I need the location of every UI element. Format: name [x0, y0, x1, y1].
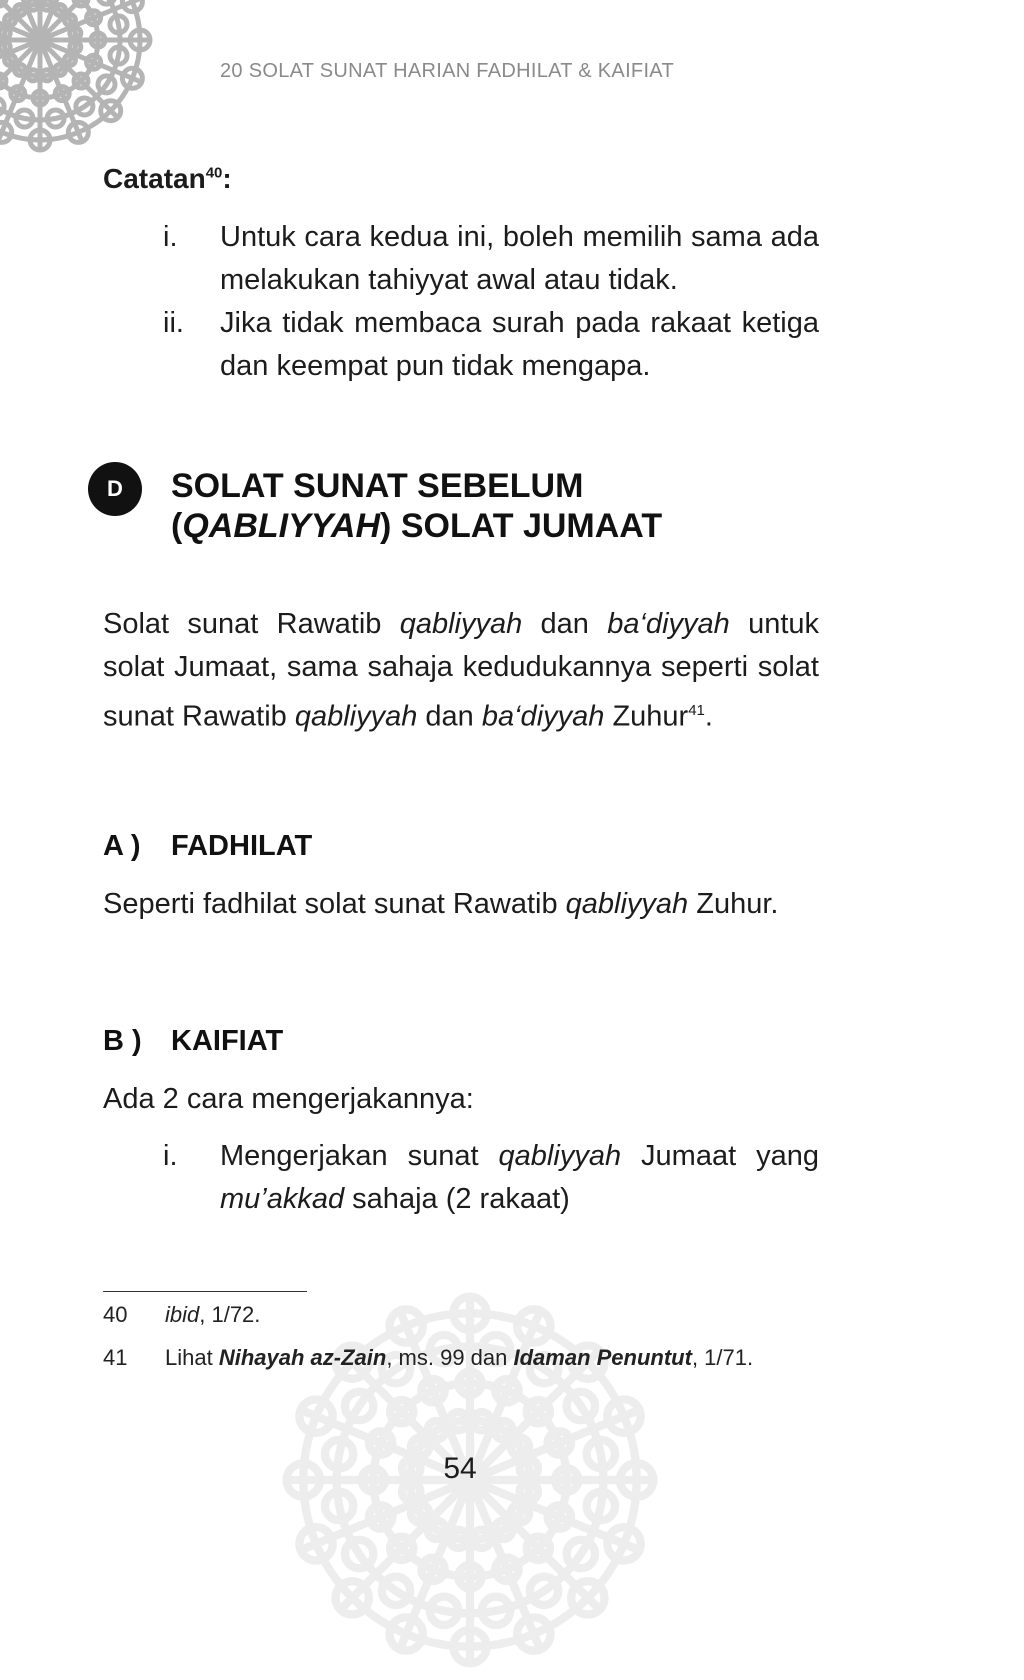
- intro-paragraph: Solat sunat Rawatib qabliyyah dan ba‘diyyah untuk solat Jumaat, sama sahaja kedudukannya seperti solat sunat Rawatib qabliyyah dan ba‘diyyah Zuhur$^{41}$.: [103, 608, 820, 733]
- running-header: 20 SOLAT SUNAT HARIAN FADHILAT & KAIFIAT: [220, 60, 674, 82]
- subsection-heading-fadhilat: A ) FADHILAT: [103, 830, 313, 862]
- section-badge: D: [88, 462, 142, 516]
- section-title: SOLAT SUNAT SEBELUM (QABLIYYAH) SOLAT JUMAAT: [171, 467, 663, 545]
- footnote-41: 41 Lihat Nihayah az-Zain, ms. 99 dan Idaman Penuntut, 1/71.: [103, 1345, 754, 1370]
- fadhilat-paragraph: Seperti fadhilat solat sunat Rawatib qabliyyah Zuhur.: [103, 888, 779, 920]
- page-number: 54: [443, 1452, 477, 1485]
- catatan-item: ii. Jika tidak membaca surah pada rakaat ketiga dan keempat pun tidak mengapa.: [163, 307, 819, 382]
- footnote-divider: [103, 1291, 307, 1292]
- footnote-ref-41[interactable]: 41: [688, 702, 705, 719]
- catatan-item: i. Untuk cara kedua ini, boleh memilih sama ada melakukan tahiyyat awal atau tidak.: [163, 221, 819, 296]
- kaifiat-intro: Ada 2 cara mengerjakannya:: [103, 1083, 474, 1115]
- corner-ornament-icon: [0, 0, 160, 160]
- catatan-heading: Catatan$^{40}$:: [103, 163, 232, 194]
- footnote-40: 40 ibid, 1/72.: [103, 1302, 261, 1327]
- footnote-ref-40[interactable]: 40: [205, 164, 223, 182]
- subsection-heading-kaifiat: B ) KAIFIAT: [103, 1025, 284, 1057]
- kaifiat-item: i. Mengerjakan sunat qabliyyah Jumaat yang mu’akkad sahaja (2 rakaat): [163, 1140, 819, 1215]
